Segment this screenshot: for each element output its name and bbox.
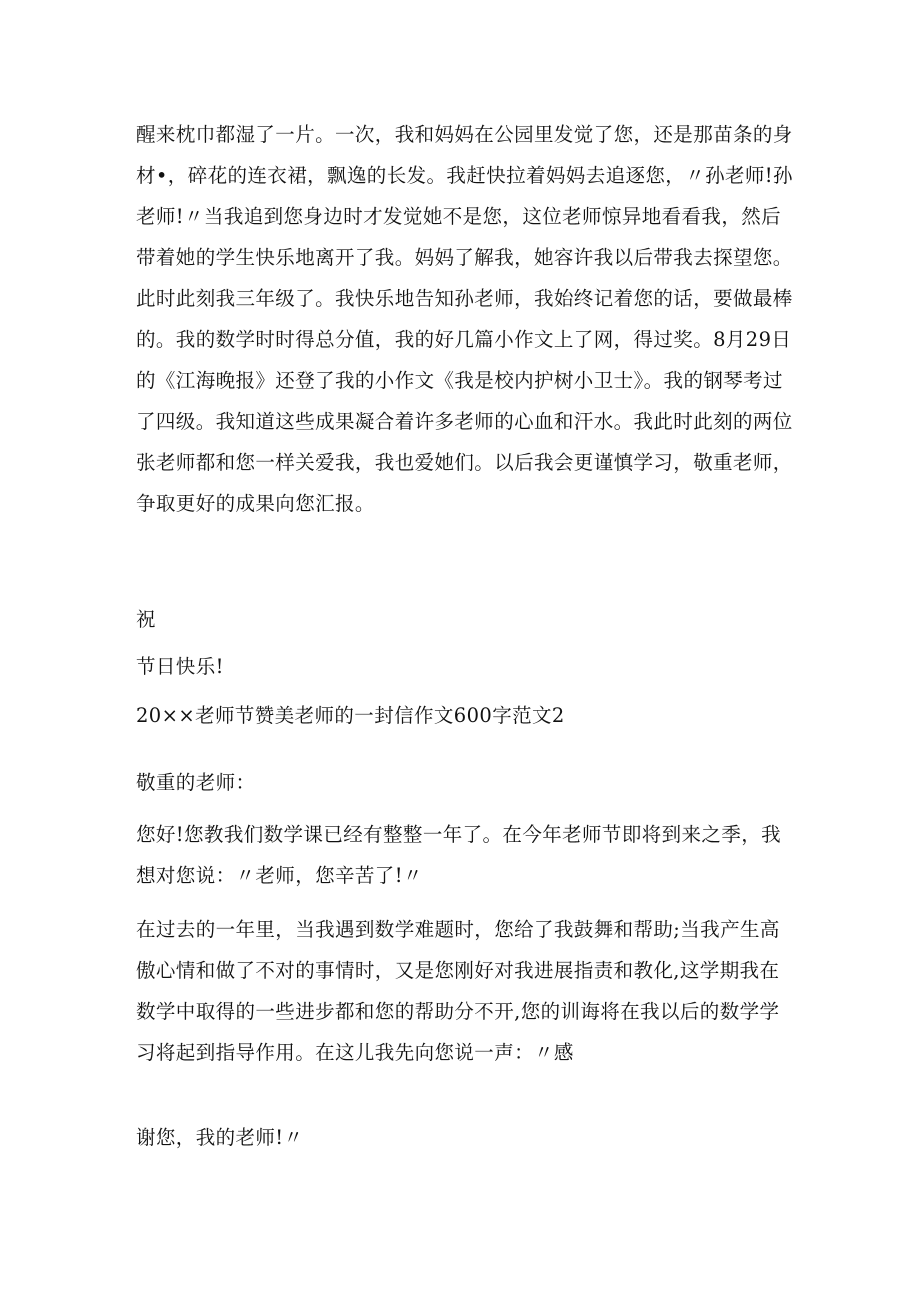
text-line: 的。我的数学时时得总分值，我的好几篇小作文上了网，得过奖。8月29日 <box>136 328 792 351</box>
text-line: 醒来枕巾都湿了一片。一次，我和妈妈在公园里发觉了您，还是那苗条的身 <box>136 123 793 146</box>
text-line: 张老师都和您一样关爱我，我也爱她们。以后我会更谨慎学习，敬重老师， <box>136 451 793 474</box>
text-line: 带着她的学生快乐地离开了我。妈妈了解我，她容许我以后带我去探望您。 <box>136 246 793 269</box>
salutation-text: 敬重的老师： <box>136 771 256 794</box>
text-line: 老师!〃当我追到您身边时才发觉她不是您，这位老师惊异地看看我，然后 <box>136 205 782 228</box>
text-line: 傲心情和做了不对的事情时，又是您刚好对我进展指责和教化,这学期我在 <box>136 959 780 982</box>
body-paragraph <box>136 814 796 896</box>
body-paragraph <box>136 909 796 1073</box>
blessing-text: 节日快乐! <box>136 655 224 678</box>
text-line: 在过去的一年里，当我遇到数学难题时，您给了我鼓舞和帮助;当我产生高 <box>136 918 780 941</box>
body-paragraph <box>136 1117 796 1158</box>
text-line: 谢您，我的老师!〃 <box>136 1126 304 1149</box>
section-heading <box>136 695 796 736</box>
text-line: 此时此刻我三年级了。我快乐地告知孙老师，我始终记着您的话，要做最棒 <box>136 287 793 310</box>
text-line: 了四级。我知道这些成果凝合着许多老师的心血和汗水。我此时此刻的两位 <box>136 410 793 433</box>
text-line: 材•，碎花的连衣裙，飘逸的长发。我赶快拉着妈妈去追逐您，〃孙老师!孙 <box>136 164 793 187</box>
blessing-line <box>136 599 796 640</box>
body-paragraph <box>136 114 796 524</box>
blessing-text: 祝 <box>136 608 156 631</box>
blessing-line <box>136 646 796 687</box>
text-line: 想对您说：〃老师，您辛苦了!〃 <box>136 864 423 887</box>
text-line: 争取更好的成果向您汇报。 <box>136 492 375 515</box>
text-line: 您好!您教我们数学课已经有整整一年了。在今年老师节即将到来之季，我 <box>136 823 782 846</box>
text-line: 数学中取得的一些进步都和您的帮助分不开,您的训诲将在我以后的数学学 <box>136 1000 780 1023</box>
section-title: 20××老师节赞美老师的一封信作文600字范文2 <box>136 704 565 727</box>
text-line: 的《江海晚报》还登了我的小作文《我是校内护树小卫士》。我的钢琴考过 <box>136 369 783 392</box>
salutation <box>136 762 796 803</box>
text-line: 习将起到指导作用。在这儿我先向您说一声：〃感 <box>136 1041 574 1064</box>
